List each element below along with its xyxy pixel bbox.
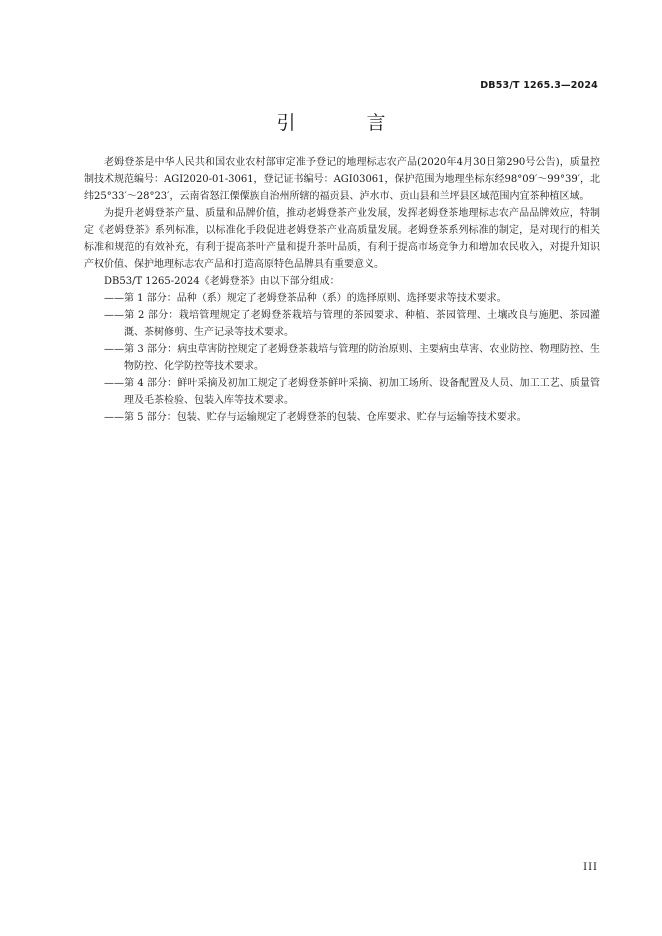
list-item-part-3: ——第 3 部分：病虫草害防控规定了老姆登茶栽培与管理的防治原则、主要病虫草害、农业防控、物理防控、生物防控、化学防控等技术要求。	[104, 344, 600, 372]
list-item-part-1: ——第 1 部分：品种（系）规定了老姆登茶品种（系）的选择原则、选择要求等技术要求。	[104, 293, 507, 304]
paragraph-origin: 老姆登茶是中华人民共和国农业农村部审定准予登记的地理标志农产品(2020年4月30日第290号公告)，质量控制技术规范编号：AGI2020-01-3061，登记证书编号：AGI03061，保护范围为地理坐标东经98°09′～99°39′，北纬25°33′～28°23′，云南省怒江傈僳族自治州所辖的福贡县、泸水市、贡山县和兰坪县区域范围内宜茶种植区域。	[84, 157, 600, 202]
paragraph-purpose: 为提升老姆登茶产量、质量和品牌价值，推动老姆登茶产业发展，发挥老姆登茶地理标志农产品品牌效应，特制定《老姆登茶》系列标准，以标准化手段促进老姆登茶产业高质量发展。老姆登茶系列标准的制定，是对现行的相关标准和规范的有效补充，有利于提高茶叶产量和提升茶叶品质，有利于提高市场竞争力和增加农民收入，对提升知识产权价值、保护地理标志农产品和打造高原特色品牌具有重要意义。	[84, 208, 600, 270]
document-code: DB53/T 1265.3—2024	[480, 80, 598, 91]
list-item-part-2: ——第 2 部分：栽培管理规定了老姆登茶栽培与管理的茶园要求、种植、茶园管理、土壤改良与施肥、茶园灌溉、茶树修剪、生产记录等技术要求。	[104, 310, 600, 338]
list-item-part-5: ——第 5 部分：包装、贮存与运输规定了老姆登茶的包装、仓库要求、贮存与运输等技术要求。	[104, 412, 527, 423]
page-title: 引 言	[276, 112, 412, 134]
paragraph-composition: DB53/T 1265-2024《老姆登茶》由以下部分组成：	[104, 276, 340, 287]
list-item-part-4: ——第 4 部分：鲜叶采摘及初加工规定了老姆登茶鲜叶采摘、初加工场所、设备配置及人员、加工工艺、质量管理及毛茶检验、包装入库等技术要求。	[104, 378, 600, 406]
document-body	[84, 154, 600, 426]
page-number: III	[583, 862, 598, 873]
